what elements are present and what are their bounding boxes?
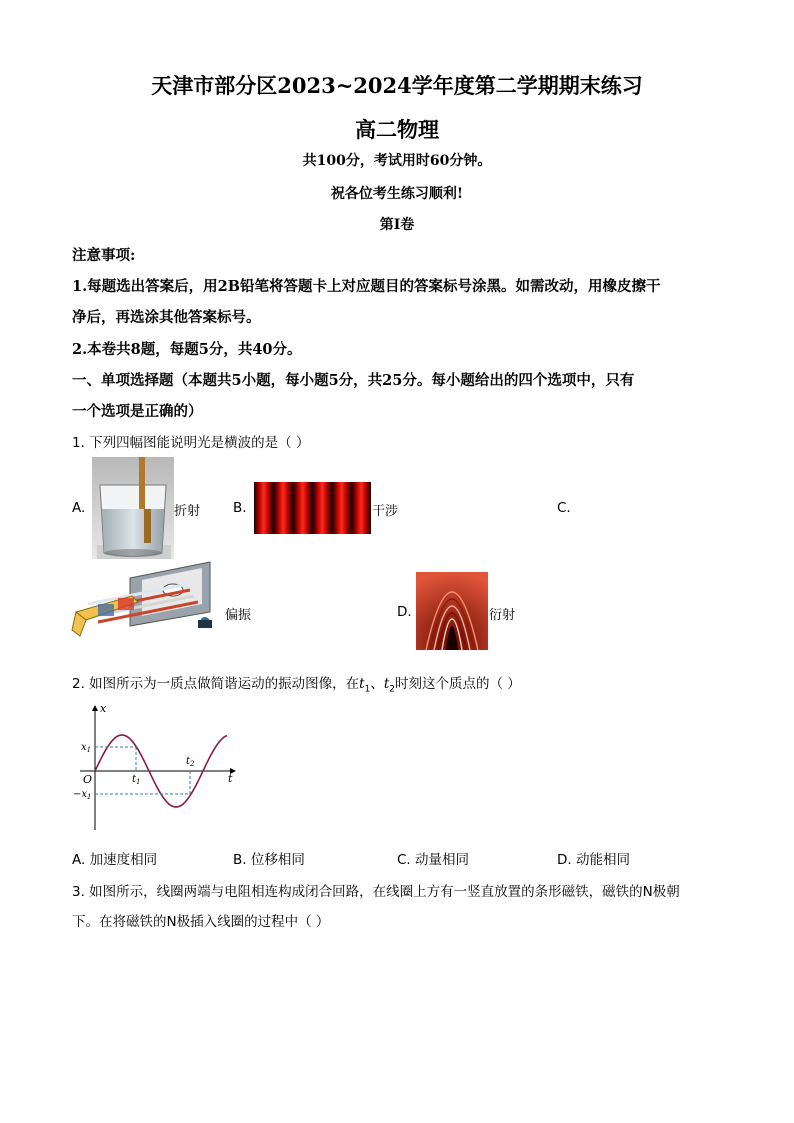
q2-t2-symbol: t (383, 676, 390, 692)
q1-caption-a: 折射 (174, 504, 201, 519)
notice-item-1-line-1: 1.每题选出答案后，用2B铅笔将答题卡上对应题目的答案标号涂黑。如需改动，用橡皮擦干 (72, 278, 661, 295)
q2-stem (72, 672, 521, 695)
q2-stem-post: 时刻这个质点的（ ） (395, 676, 521, 692)
q2-separator: 、 (370, 676, 384, 692)
y-axis-label: x (100, 702, 107, 715)
fringe-band (352, 482, 372, 534)
q2-option-b: B. 位移相同 (233, 852, 305, 868)
x1-label: $x_1$ (81, 742, 92, 754)
section-1-line-1: 一、单项选择题（本题共5小题，每小题5分，共25分。每小题给出的四个选项中，只有 (72, 372, 635, 389)
q3-line-2: 下。在将磁铁的N极插入线圈的过程中（ ） (72, 914, 330, 930)
q2-option-c: C. 动量相同 (397, 852, 470, 868)
diffraction-image (416, 572, 488, 650)
oscillation-graph (70, 700, 250, 834)
q3-line-1: 3. 如图所示，线圈两端与电阻相连构成闭合回路，在线圈上方有一竖直放置的条形磁铁，磁铁的N极朝 (72, 884, 680, 900)
section-1-line-2: 一个选项是正确的） (72, 403, 203, 420)
q1-option-a-label: A. (72, 500, 86, 516)
t2-label: $t_2$ (186, 756, 195, 768)
q1-stem: 1. 下列四幅图能说明光是横波的是（ ） (72, 435, 310, 451)
notice-item-2: 2.本卷共8题，每题5分，共40分。 (72, 341, 302, 358)
neg-x1-label: $-x_1$ (73, 789, 92, 801)
notice-heading: 注意事项: (72, 247, 136, 264)
q1-caption-b: 干涉 (372, 504, 399, 519)
t1-label: $t_1$ (132, 774, 141, 786)
refraction-image (92, 457, 174, 559)
volume-label: 第I卷 (379, 217, 415, 233)
exam-info: 共100分，考试用时60分钟。 (302, 153, 492, 169)
wishes-text: 祝各位考生练习顺利! (330, 186, 464, 202)
subject-title: 高二物理 (355, 117, 439, 142)
fringe-band (293, 482, 313, 534)
q1-caption-d: 衍射 (489, 608, 516, 623)
q2-option-d: D. 动能相同 (557, 852, 630, 868)
fringe-band (313, 482, 333, 534)
notice-item-1-line-2: 净后，再选涂其他答案标号。 (72, 309, 261, 326)
page-title: 天津市部分区2023~2024学年度第二学期期末练习 (151, 73, 643, 98)
polarization-image (70, 560, 224, 638)
q2-stem-pre: 2. 如图所示为一质点做简谐运动的振动图像，在 (72, 676, 360, 692)
q1-caption-c: 偏振 (225, 608, 252, 623)
q2-t1-subscript: 1 (364, 684, 371, 695)
q1-option-d-label: D. (397, 604, 412, 620)
q1-option-b-label: B. (233, 500, 247, 516)
q2-t2-subscript: 2 (389, 684, 396, 695)
q1-option-c-label: C. (557, 500, 571, 516)
interference-image (254, 482, 371, 534)
fringe-band (332, 482, 352, 534)
origin-label: O (83, 773, 93, 786)
fringe-band (274, 482, 294, 534)
fringe-band (254, 482, 274, 534)
q2-option-a: A. 加速度相同 (72, 852, 158, 868)
q2-t1-symbol: t (359, 676, 365, 692)
t-axis-label: t (228, 772, 233, 785)
